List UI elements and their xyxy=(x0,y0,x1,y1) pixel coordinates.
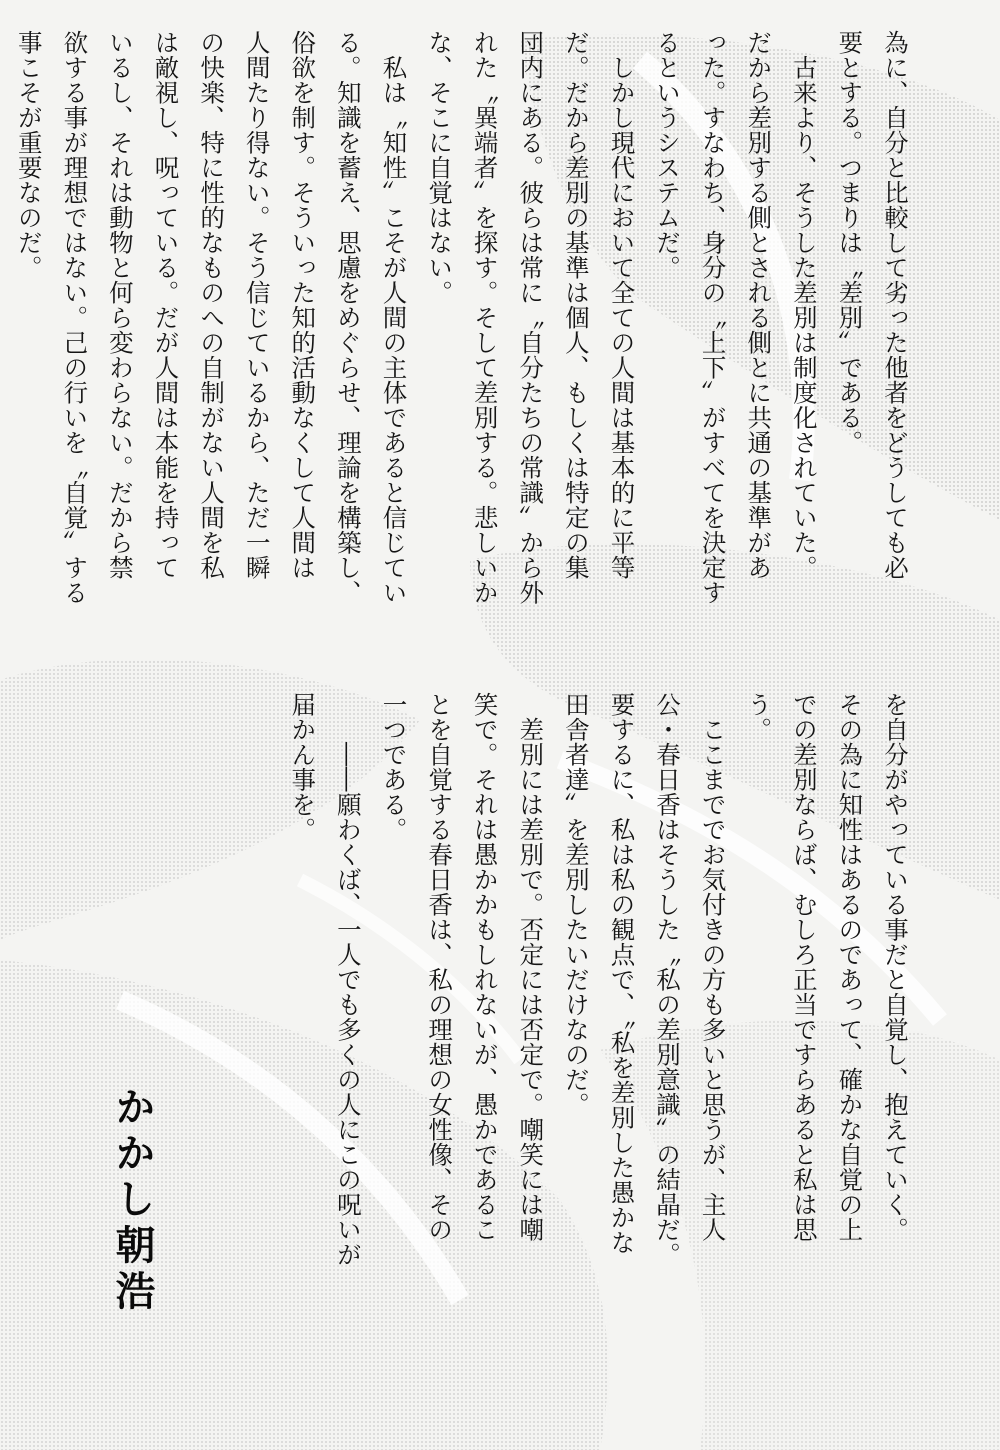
essay-line: は敵視し、呪っている。だが人間は本能を持って xyxy=(151,30,181,580)
essay-line: 私は〝知性〟こそが人間の主体であると信じてい xyxy=(379,30,409,605)
essay-line: 要とする。つまりは〝差別〟である。 xyxy=(835,30,865,455)
author-signature: かかし朝浩 xyxy=(109,1086,155,1316)
essay-line: 欲する事が理想ではない。己の行いを〝自覚〟する xyxy=(60,30,90,605)
essay-line: ここまででお気付きの方も多いと思うが、主人 xyxy=(698,692,728,1242)
essay-line: な、そこに自覚はない。 xyxy=(425,30,455,305)
essay-line: 為に、自分と比較して劣った他者をどうしても必 xyxy=(881,30,910,580)
essay-text-bottom xyxy=(280,692,918,1372)
essay-line: 古来より、そうした差別は制度化されていた。 xyxy=(789,30,819,580)
essay-line: 要するに、私は私の観点で、〝私を差別した愚かな xyxy=(607,692,637,1255)
essay-line: いるし、それは動物と何ら変わらない。だから禁 xyxy=(105,30,135,580)
essay-line: 田舎者達〟を差別したいだけなのだ。 xyxy=(561,692,591,1117)
essay-line: る。知識を蓄え、思慮をめぐらせ、理論を構築し、 xyxy=(333,30,363,605)
essay-line: の快楽、特に性的なものへの自制がない人間を私 xyxy=(197,30,227,580)
essay-line: 差別には差別で。否定には否定で。嘲笑には嘲 xyxy=(516,692,546,1242)
essay-line: 公・春日香はそうした〝私の差別意識〟の結晶だ。 xyxy=(653,692,683,1267)
essay-line xyxy=(0,30,6,670)
essay-line: その為に知性はあるのであって、確かな自覚の上 xyxy=(835,692,865,1242)
essay-line: 人間たり得ない。そう信じているから、ただ一瞬 xyxy=(242,30,272,580)
essay-line: しかし現代において全ての人間は基本的に平等 xyxy=(607,30,637,580)
essay-line: を自分がやっている事だと自覚し、抱えていく。 xyxy=(881,692,910,1242)
essay-line: だ。だから差別の基準は個人、もしくは特定の集 xyxy=(561,30,591,580)
essay-text-top xyxy=(0,30,918,670)
essay-line: での差別ならば、むしろ正当ですらあると私は思 xyxy=(789,692,819,1242)
essay-line: 笑で。それは愚かかもしれないが、愚かであるこ xyxy=(470,692,500,1242)
essay-line: 届かん事を。 xyxy=(288,692,318,842)
essay-line: 団内にある。彼らは常に〝自分たちの常識〟から外 xyxy=(516,30,546,605)
essay-line: るというシステムだ。 xyxy=(653,30,683,280)
essay-line: 一つである。 xyxy=(379,692,409,842)
essay-line: ――願わくば、一人でも多くの人にこの呪いが xyxy=(333,692,363,1267)
essay-line: とを自覚する春日香は、私の理想の女性像、その xyxy=(425,692,455,1242)
essay-line: った。すなわち、身分の〝上下〟がすべてを決定す xyxy=(698,30,728,605)
essay-line: 事こそが重要なのだ。 xyxy=(14,30,44,280)
essay-line: う。 xyxy=(744,692,774,742)
essay-line: だから差別する側とされる側とに共通の基準があ xyxy=(744,30,774,580)
essay-line: れた〝異端者〟を探す。そして差別する。悲しいか xyxy=(470,30,500,605)
essay-line: 俗欲を制す。そういった知的活動なくして人間は xyxy=(288,30,318,580)
